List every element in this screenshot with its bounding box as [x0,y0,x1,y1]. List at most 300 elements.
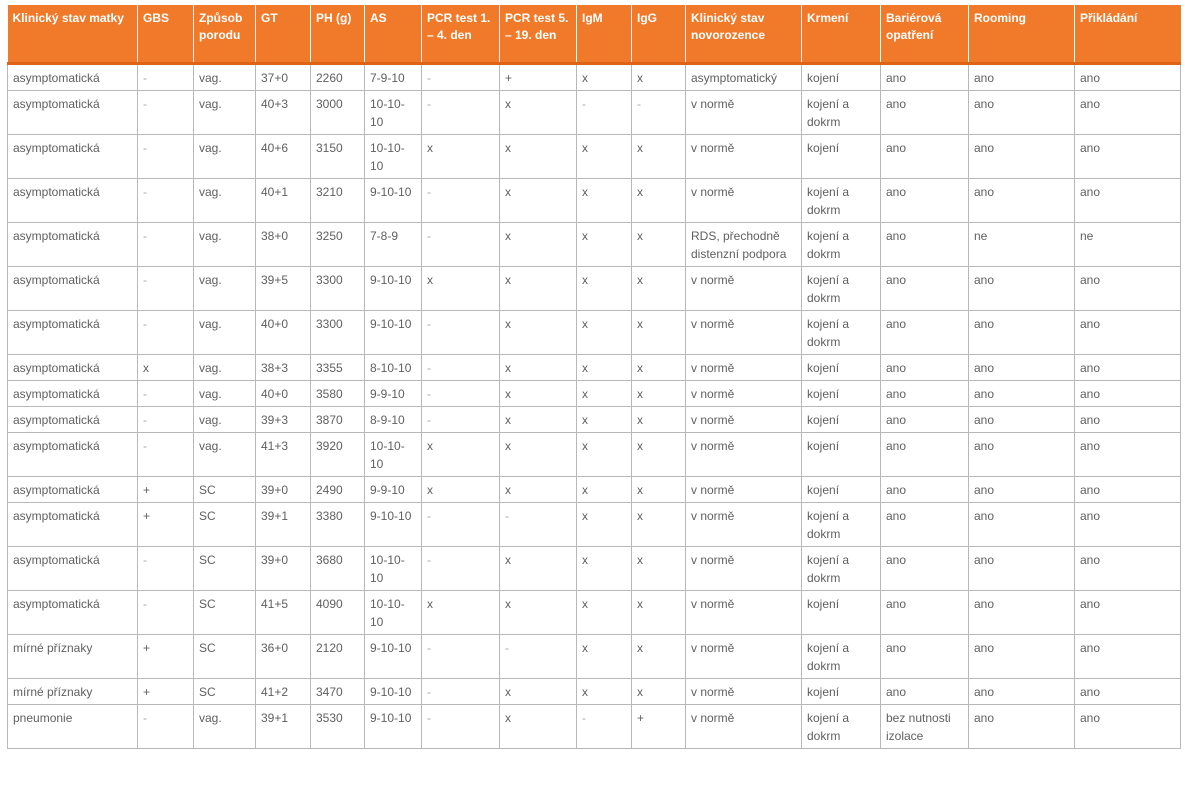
cell-klinicky-stav-novorozence: RDS, přechodně distenzní podpora [686,222,802,266]
table-row [8,134,1181,178]
cell-barierova-opatreni: ano [881,432,969,476]
cell-igm: x [577,380,632,406]
cell-zpusob-porodu: vag. [194,63,256,90]
cell-zpusob-porodu: SC [194,476,256,502]
cell-pcr-test-5-19: x [500,590,577,634]
cell-as: 10-10-10 [365,546,422,590]
cell-ph: 2260 [311,63,365,90]
cell-igg: x [632,678,686,704]
header-row [8,5,1181,63]
cell-klinicky-stav-novorozence: v normě [686,502,802,546]
header-prikladani: Přikládání [1075,5,1181,63]
cell-ph: 3530 [311,704,365,748]
cell-igg: x [632,476,686,502]
cell-igm: - [577,90,632,134]
cell-as: 9-10-10 [365,678,422,704]
cell-klinicky-stav-novorozence: v normě [686,310,802,354]
cell-klinicky-stav-novorozence: v normě [686,704,802,748]
cell-barierova-opatreni: ano [881,354,969,380]
cell-gt: 39+1 [256,502,311,546]
newborn-outcomes-table-container [7,5,1180,749]
cell-rooming: ano [969,590,1075,634]
cell-as: 9-10-10 [365,502,422,546]
cell-pcr-test-5-19: x [500,546,577,590]
cell-rooming: ano [969,266,1075,310]
cell-klinicky-stav-novorozence: v normě [686,266,802,310]
table-header [8,5,1181,63]
cell-barierova-opatreni: ano [881,178,969,222]
cell-krmeni: kojení a dokrm [802,90,881,134]
cell-klinicky-stav-novorozence: v normě [686,546,802,590]
cell-igg: x [632,634,686,678]
cell-ph: 3300 [311,266,365,310]
cell-klinicky-stav-matky: asymptomatická [8,406,138,432]
cell-ph: 3210 [311,178,365,222]
cell-igg: x [632,134,686,178]
cell-rooming: ano [969,476,1075,502]
cell-prikladani: ano [1075,63,1181,90]
cell-gt: 38+3 [256,354,311,380]
cell-igg: - [632,90,686,134]
cell-pcr-test-1-4: - [422,178,500,222]
cell-gbs: - [138,432,194,476]
cell-zpusob-porodu: vag. [194,178,256,222]
cell-gt: 39+0 [256,546,311,590]
cell-igg: x [632,63,686,90]
cell-rooming: ano [969,310,1075,354]
table-row [8,546,1181,590]
cell-ph: 3300 [311,310,365,354]
cell-gt: 37+0 [256,63,311,90]
cell-gt: 40+1 [256,178,311,222]
cell-barierova-opatreni: ano [881,476,969,502]
cell-krmeni: kojení a dokrm [802,222,881,266]
cell-klinicky-stav-novorozence: v normě [686,634,802,678]
cell-rooming: ano [969,704,1075,748]
cell-gbs: - [138,704,194,748]
cell-klinicky-stav-matky: asymptomatická [8,222,138,266]
cell-krmeni: kojení [802,476,881,502]
cell-gt: 40+3 [256,90,311,134]
cell-igm: x [577,432,632,476]
cell-krmeni: kojení [802,63,881,90]
cell-igm: x [577,222,632,266]
cell-gt: 40+0 [256,310,311,354]
table-row [8,90,1181,134]
cell-krmeni: kojení a dokrm [802,546,881,590]
cell-igm: x [577,634,632,678]
cell-rooming: ano [969,678,1075,704]
cell-rooming: ano [969,134,1075,178]
cell-ph: 3870 [311,406,365,432]
cell-igg: x [632,590,686,634]
cell-barierova-opatreni: ano [881,63,969,90]
cell-pcr-test-1-4: - [422,502,500,546]
cell-gbs: - [138,310,194,354]
cell-klinicky-stav-novorozence: v normě [686,678,802,704]
cell-klinicky-stav-matky: asymptomatická [8,310,138,354]
header-rooming: Rooming [969,5,1075,63]
cell-pcr-test-5-19: + [500,63,577,90]
cell-gbs: - [138,406,194,432]
cell-pcr-test-1-4: - [422,678,500,704]
cell-as: 8-9-10 [365,406,422,432]
cell-krmeni: kojení a dokrm [802,634,881,678]
cell-ph: 3000 [311,90,365,134]
cell-barierova-opatreni: ano [881,406,969,432]
cell-gbs: - [138,63,194,90]
cell-klinicky-stav-novorozence: v normě [686,134,802,178]
cell-prikladani: ano [1075,634,1181,678]
header-klinicky-stav-novorozence: Klinický stav novorozence [686,5,802,63]
cell-pcr-test-5-19: - [500,634,577,678]
table-row [8,590,1181,634]
cell-pcr-test-5-19: x [500,678,577,704]
cell-klinicky-stav-matky: asymptomatická [8,546,138,590]
cell-ph: 4090 [311,590,365,634]
cell-igm: x [577,678,632,704]
cell-prikladani: ano [1075,590,1181,634]
cell-pcr-test-5-19: - [500,502,577,546]
header-gt: GT [256,5,311,63]
cell-barierova-opatreni: ano [881,546,969,590]
cell-krmeni: kojení a dokrm [802,704,881,748]
cell-prikladani: ano [1075,678,1181,704]
cell-prikladani: ano [1075,406,1181,432]
cell-gbs: - [138,380,194,406]
newborn-outcomes-table [7,5,1181,749]
cell-barierova-opatreni: ano [881,678,969,704]
cell-igm: x [577,63,632,90]
table-row [8,178,1181,222]
cell-klinicky-stav-matky: asymptomatická [8,90,138,134]
cell-klinicky-stav-matky: asymptomatická [8,476,138,502]
cell-gt: 38+0 [256,222,311,266]
cell-pcr-test-1-4: - [422,90,500,134]
cell-as: 7-9-10 [365,63,422,90]
header-ph: PH (g) [311,5,365,63]
cell-gbs: - [138,134,194,178]
cell-igg: x [632,354,686,380]
table-row [8,354,1181,380]
cell-pcr-test-5-19: x [500,222,577,266]
header-zpusob-porodu: Způsob porodu [194,5,256,63]
header-pcr-test-1-4: PCR test 1. – 4. den [422,5,500,63]
cell-pcr-test-5-19: x [500,266,577,310]
cell-gt: 40+0 [256,380,311,406]
cell-gt: 41+5 [256,590,311,634]
cell-igg: x [632,380,686,406]
header-klinicky-stav-matky: Klinický stav matky [8,5,138,63]
cell-klinicky-stav-matky: asymptomatická [8,432,138,476]
cell-as: 10-10-10 [365,90,422,134]
cell-barierova-opatreni: ano [881,310,969,354]
cell-ph: 3920 [311,432,365,476]
cell-igm: x [577,134,632,178]
table-row [8,476,1181,502]
cell-klinicky-stav-novorozence: v normě [686,354,802,380]
cell-klinicky-stav-novorozence: v normě [686,476,802,502]
cell-prikladani: ano [1075,266,1181,310]
cell-rooming: ne [969,222,1075,266]
cell-krmeni: kojení [802,406,881,432]
cell-barierova-opatreni: ano [881,90,969,134]
cell-zpusob-porodu: vag. [194,222,256,266]
cell-prikladani: ne [1075,222,1181,266]
cell-klinicky-stav-matky: asymptomatická [8,502,138,546]
cell-krmeni: kojení a dokrm [802,178,881,222]
cell-pcr-test-1-4: - [422,546,500,590]
cell-igg: x [632,178,686,222]
cell-gt: 39+0 [256,476,311,502]
cell-barierova-opatreni: ano [881,222,969,266]
cell-as: 10-10-10 [365,134,422,178]
cell-prikladani: ano [1075,380,1181,406]
cell-barierova-opatreni: ano [881,134,969,178]
cell-klinicky-stav-matky: asymptomatická [8,354,138,380]
table-body [8,63,1181,748]
cell-pcr-test-5-19: x [500,406,577,432]
cell-as: 9-10-10 [365,634,422,678]
cell-rooming: ano [969,380,1075,406]
cell-krmeni: kojení [802,134,881,178]
cell-zpusob-porodu: vag. [194,704,256,748]
table-row [8,222,1181,266]
cell-ph: 3380 [311,502,365,546]
cell-barierova-opatreni: ano [881,590,969,634]
cell-as: 9-10-10 [365,704,422,748]
cell-igm: x [577,476,632,502]
cell-pcr-test-1-4: - [422,634,500,678]
cell-barierova-opatreni: ano [881,266,969,310]
cell-ph: 3580 [311,380,365,406]
cell-igg: x [632,502,686,546]
header-gbs: GBS [138,5,194,63]
cell-klinicky-stav-novorozence: v normě [686,90,802,134]
cell-klinicky-stav-novorozence: v normě [686,178,802,222]
cell-gbs: + [138,502,194,546]
cell-igg: + [632,704,686,748]
cell-zpusob-porodu: SC [194,502,256,546]
cell-gt: 36+0 [256,634,311,678]
cell-igm: - [577,704,632,748]
cell-igg: x [632,310,686,354]
cell-pcr-test-5-19: x [500,704,577,748]
cell-ph: 3150 [311,134,365,178]
cell-prikladani: ano [1075,432,1181,476]
cell-zpusob-porodu: vag. [194,90,256,134]
cell-as: 9-9-10 [365,380,422,406]
cell-pcr-test-1-4: - [422,63,500,90]
cell-gbs: - [138,590,194,634]
table-row [8,63,1181,90]
header-barierova-opatreni: Bariérová opatření [881,5,969,63]
cell-pcr-test-5-19: x [500,90,577,134]
cell-klinicky-stav-matky: mírné příznaky [8,678,138,704]
cell-ph: 3250 [311,222,365,266]
cell-prikladani: ano [1075,704,1181,748]
cell-krmeni: kojení a dokrm [802,502,881,546]
cell-as: 9-9-10 [365,476,422,502]
cell-klinicky-stav-matky: mírné příznaky [8,634,138,678]
table-row [8,678,1181,704]
cell-igm: x [577,178,632,222]
cell-zpusob-porodu: SC [194,590,256,634]
table-row [8,432,1181,476]
cell-pcr-test-1-4: - [422,704,500,748]
cell-prikladani: ano [1075,546,1181,590]
table-row [8,704,1181,748]
cell-prikladani: ano [1075,310,1181,354]
cell-klinicky-stav-novorozence: v normě [686,590,802,634]
cell-krmeni: kojení a dokrm [802,266,881,310]
cell-prikladani: ano [1075,134,1181,178]
cell-as: 8-10-10 [365,354,422,380]
cell-igm: x [577,266,632,310]
cell-igg: x [632,432,686,476]
cell-rooming: ano [969,406,1075,432]
cell-gt: 41+3 [256,432,311,476]
cell-gbs: - [138,266,194,310]
table-row [8,310,1181,354]
cell-barierova-opatreni: ano [881,634,969,678]
header-krmeni: Krmení [802,5,881,63]
cell-pcr-test-5-19: x [500,310,577,354]
table-row [8,266,1181,310]
cell-zpusob-porodu: vag. [194,266,256,310]
cell-pcr-test-1-4: x [422,134,500,178]
header-pcr-test-5-19: PCR test 5. – 19. den [500,5,577,63]
cell-pcr-test-1-4: x [422,266,500,310]
cell-rooming: ano [969,634,1075,678]
cell-pcr-test-5-19: x [500,354,577,380]
cell-igm: x [577,354,632,380]
cell-ph: 3470 [311,678,365,704]
cell-prikladani: ano [1075,178,1181,222]
cell-gt: 40+6 [256,134,311,178]
cell-gbs: + [138,634,194,678]
cell-klinicky-stav-matky: asymptomatická [8,134,138,178]
cell-rooming: ano [969,502,1075,546]
cell-zpusob-porodu: vag. [194,432,256,476]
cell-pcr-test-5-19: x [500,380,577,406]
cell-krmeni: kojení [802,354,881,380]
cell-ph: 2490 [311,476,365,502]
cell-ph: 2120 [311,634,365,678]
header-igg: IgG [632,5,686,63]
cell-igg: x [632,546,686,590]
table-row [8,502,1181,546]
cell-pcr-test-5-19: x [500,178,577,222]
cell-gt: 39+1 [256,704,311,748]
cell-prikladani: ano [1075,90,1181,134]
cell-klinicky-stav-novorozence: v normě [686,432,802,476]
cell-igm: x [577,546,632,590]
cell-gbs: - [138,90,194,134]
cell-ph: 3355 [311,354,365,380]
cell-gbs: + [138,678,194,704]
cell-as: 9-10-10 [365,266,422,310]
cell-rooming: ano [969,546,1075,590]
cell-prikladani: ano [1075,502,1181,546]
cell-as: 10-10-10 [365,590,422,634]
cell-zpusob-porodu: vag. [194,310,256,354]
cell-zpusob-porodu: vag. [194,354,256,380]
cell-igg: x [632,222,686,266]
cell-igm: x [577,502,632,546]
header-igm: IgM [577,5,632,63]
cell-igg: x [632,266,686,310]
cell-igm: x [577,590,632,634]
cell-pcr-test-1-4: - [422,222,500,266]
cell-barierova-opatreni: ano [881,502,969,546]
cell-klinicky-stav-matky: asymptomatická [8,590,138,634]
cell-pcr-test-5-19: x [500,134,577,178]
cell-zpusob-porodu: SC [194,634,256,678]
cell-igg: x [632,406,686,432]
cell-barierova-opatreni: ano [881,380,969,406]
table-row [8,406,1181,432]
header-as: AS [365,5,422,63]
cell-pcr-test-5-19: x [500,476,577,502]
cell-pcr-test-1-4: - [422,380,500,406]
cell-pcr-test-1-4: - [422,406,500,432]
cell-zpusob-porodu: SC [194,678,256,704]
cell-gt: 39+3 [256,406,311,432]
cell-pcr-test-1-4: x [422,432,500,476]
cell-as: 10-10-10 [365,432,422,476]
cell-rooming: ano [969,90,1075,134]
cell-gbs: - [138,178,194,222]
cell-gt: 41+2 [256,678,311,704]
cell-krmeni: kojení [802,380,881,406]
cell-zpusob-porodu: vag. [194,134,256,178]
table-row [8,380,1181,406]
table-row [8,634,1181,678]
cell-krmeni: kojení [802,678,881,704]
cell-gbs: - [138,222,194,266]
cell-klinicky-stav-matky: asymptomatická [8,178,138,222]
cell-zpusob-porodu: vag. [194,380,256,406]
cell-as: 9-10-10 [365,178,422,222]
cell-rooming: ano [969,178,1075,222]
cell-prikladani: ano [1075,354,1181,380]
cell-pcr-test-1-4: - [422,310,500,354]
cell-as: 9-10-10 [365,310,422,354]
cell-pcr-test-1-4: x [422,476,500,502]
cell-igm: x [577,310,632,354]
cell-pcr-test-5-19: x [500,432,577,476]
cell-prikladani: ano [1075,476,1181,502]
cell-klinicky-stav-matky: pneumonie [8,704,138,748]
cell-gbs: + [138,476,194,502]
cell-klinicky-stav-novorozence: v normě [686,406,802,432]
cell-ph: 3680 [311,546,365,590]
cell-gt: 39+5 [256,266,311,310]
cell-igm: x [577,406,632,432]
cell-klinicky-stav-matky: asymptomatická [8,63,138,90]
cell-krmeni: kojení [802,590,881,634]
cell-rooming: ano [969,63,1075,90]
cell-klinicky-stav-novorozence: asymptomatický [686,63,802,90]
cell-gbs: - [138,546,194,590]
cell-as: 7-8-9 [365,222,422,266]
cell-gbs: x [138,354,194,380]
cell-rooming: ano [969,354,1075,380]
cell-krmeni: kojení a dokrm [802,310,881,354]
cell-klinicky-stav-matky: asymptomatická [8,266,138,310]
cell-zpusob-porodu: SC [194,546,256,590]
